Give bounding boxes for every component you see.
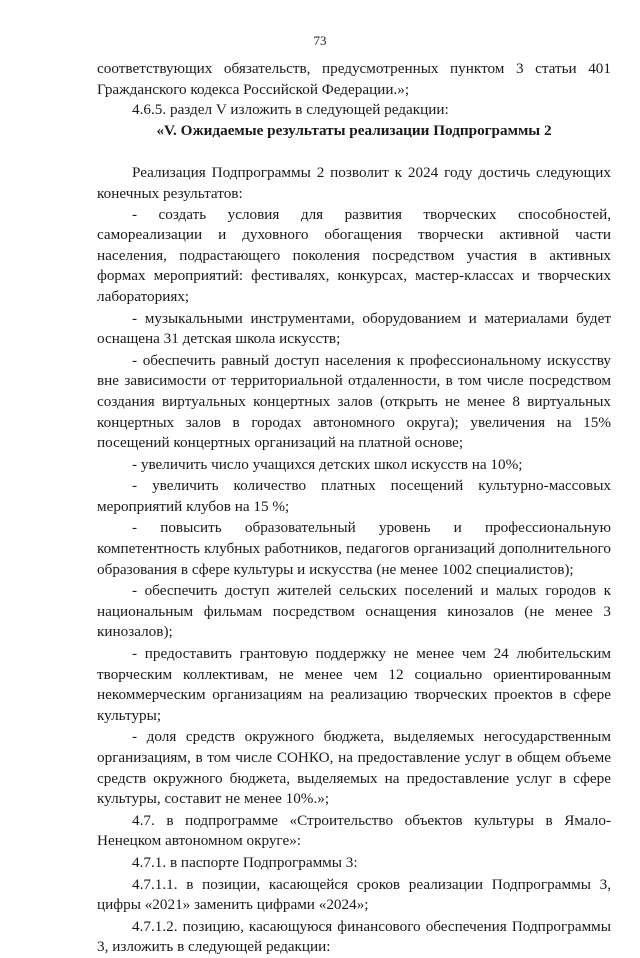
paragraph: Реализация Подпрограммы 2 позволит к 2024 году достичь следующих конечных результатов: xyxy=(97,164,611,202)
paragraph: 4.7.1. в паспорте Подпрограммы 3: xyxy=(132,853,358,871)
list-item: - предоставить грантовую поддержку не менее чем 24 любительским творческим коллективам, не менее чем 12 социально ориентированным некоммерческим организациям на реализацию творческих проектов в сфере культуры; xyxy=(97,645,611,724)
document-body xyxy=(97,59,611,958)
paragraph: 4.6.5. раздел V изложить в следующей редакции: xyxy=(132,101,449,119)
list-item: - музыкальными инструментами, оборудованием и материалами будет оснащена 31 детская школа искусств; xyxy=(97,309,611,348)
paragraph: соответствующих обязательств, предусмотренных пунктом 3 статьи 401 Гражданского кодекса Российской Федерации.»; xyxy=(97,60,611,98)
list-item: - обеспечить равный доступ населения к профессиональному искусству вне зависимости от территориальной отдаленности, в том числе посредством создания виртуальных концертных залов (открыть не менее 8 виртуальных концертных залов в городах автономного округа); увеличения на 15% посещений концертных организаций на платной основе; xyxy=(97,351,611,452)
section-heading: «V. Ожидаемые результаты реализации Подпрограммы 2 xyxy=(156,121,552,139)
page-number: 73 xyxy=(313,33,327,48)
list-item: - увеличить количество платных посещений культурно-массовых мероприятий клубов на 15 %; xyxy=(97,477,611,515)
paragraph: 4.7.1.2. позицию, касающуюся финансового обеспечения Подпрограммы 3, изложить в следующей редакции: xyxy=(97,917,611,956)
list-item: - обеспечить доступ жителей сельских поселений и малых городов к национальным фильмам посредством оснащения кинозалов (не менее 3 кинозалов); xyxy=(97,582,611,641)
paragraph: 4.7. в подпрограмме «Строительство объектов культуры в Ямало-Ненецком автономном округе»: xyxy=(97,811,611,850)
list-item: - увеличить число учащихся детских школ искусств на 10%; xyxy=(132,455,523,473)
paragraph: 4.7.1.1. в позиции, касающейся сроков реализации Подпрограммы 3, цифры «2021» заменить цифрами «2024»; xyxy=(97,875,611,914)
list-item: - повысить образовательный уровень и профессиональную компетентность клубных работников, педагогов организаций дополнительного образования в сфере культуры и искусства (не менее 1002 специалистов); xyxy=(97,519,611,578)
list-item: - создать условия для развития творческих способностей, самореализации и духовного обогащения творчески активной части населения, подрастающего поколения посредством участия в активных формах мероприятий: фестивалях, конкурсах, мастер-классах и творческих лабораториях; xyxy=(97,205,611,305)
list-item: - доля средств окружного бюджета, выделяемых негосударственным организациям, в том числе СОНКО, на предоставление услуг в общем объеме средств окружного бюджета, выделяемых на предоставление услуг в сфере культуры, составит не менее 10%.»; xyxy=(97,728,611,808)
